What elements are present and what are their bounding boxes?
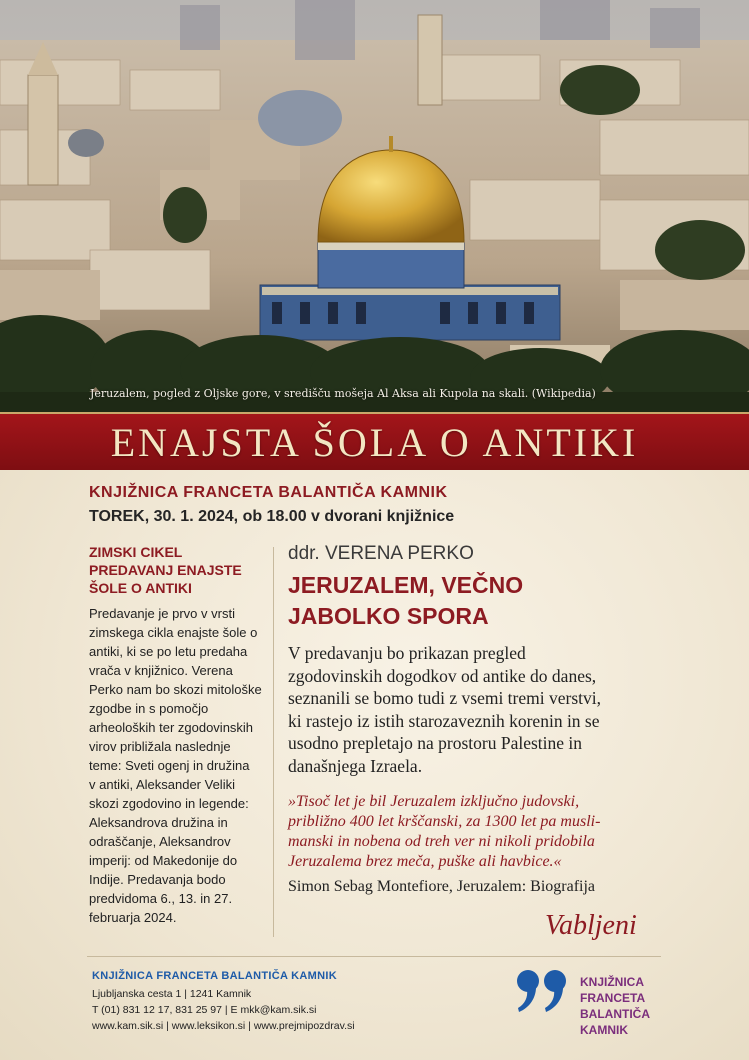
sidebar-line: zimskega cikla enajste šole o [89,625,258,640]
quote-line: Jeruzalema brez meča, puške ali havbice.« [288,853,562,870]
footer-address: Ljubljanska cesta 1 | 1241 Kamnik [92,988,252,1000]
quote-line: približno 400 let krščanski, za 1300 let pa musli- [288,813,601,830]
logo-line: FRANCETA [580,991,646,1005]
description-line: usodno prepletajo na prostoru Palestine in [288,733,583,753]
description-line: ki rastejo iz istih starozaveznih korenin in se [288,710,600,731]
jerusalem-photo [0,0,749,412]
sidebar-line: vrača v knjižnico. Verena [89,663,233,678]
sidebar-line: zgodbe in s pomočjo [89,701,209,716]
speaker-name: ddr. VERENA PERKO [288,543,474,564]
description-line: seznanili se bomo tudi z vsemi tremi verstvi, [288,688,601,708]
sidebar-line: antiki, ki se po letu predaha [89,644,248,659]
footer-contact: T (01) 831 12 17, 831 25 97 | E mkk@kam.sik.si [92,1004,317,1016]
sidebar-line: teme: Sveti ogenj in družina [89,758,250,773]
quote-line: »Tisoč let je bil Jeruzalem izključno judovski, [288,793,580,810]
quote-line: manski in nobena od treh ver ni nikoli pridobila [288,833,595,850]
sidebar-heading [89,543,269,597]
sidebar-heading-line: ŠOLE O ANTIKI [89,580,192,596]
logo-line: BALANTIČA [580,1007,650,1021]
library-name: KNJIŽNICA FRANCETA BALANTIČA KAMNIK [89,484,448,501]
sidebar-line: virov približala naslednje [89,739,231,754]
lecture-description [288,642,668,777]
photo-caption: Jeruzalem, pogled z Oljske gore, v središču mošeja Al Aksa ali Kupola na skali. (Wikipedia) [90,387,596,400]
logo-line: KNJIŽNICA [580,975,645,989]
event-date-line: TOREK, 30. 1. 2024, ob 18.00 v dvorani knjižnice [89,508,455,525]
sidebar-line: v antiki, Aleksander Veliki [89,777,235,792]
sidebar-line: februarja 2024. [89,910,177,925]
description-line: zgodovinskih dogodkov od antike do danes, [288,665,597,686]
description-line: današnjega Izraela. [288,755,423,776]
column-divider [273,547,274,937]
banner-title: ENAJSTA ŠOLA O ANTIKI [110,419,639,465]
sidebar-line: Perko nam bo skozi mitološke [89,682,262,697]
lecture-title [288,570,523,632]
sidebar-line: Predavanje je prvo v vrsti [89,606,235,621]
footer-rule [87,956,661,957]
sidebar-heading-line: PREDAVANJ ENAJSTE [89,562,242,578]
sidebar-line: skozi zgodovino in legende: [89,796,249,811]
footer-websites[interactable]: www.kam.sik.si | www.leksikon.si | www.prejmipozdrav.si [92,1020,355,1032]
library-logo-icon [515,966,573,1016]
sidebar-line: arheoloških ter zgodovinskih [89,720,254,735]
lecture-title-line: JERUZALEM, VEČNO [288,572,524,598]
sidebar-line: odraščanje, Aleksandrov [89,834,231,849]
logo-line: KAMNIK [580,1023,628,1037]
footer-library-name: KNJIŽNICA FRANCETA BALANTIČA KAMNIK [92,970,337,982]
sidebar-line: Indije. Predavanja bodo [89,872,226,887]
title-banner [0,412,749,472]
quote [288,792,668,872]
sidebar-line: predvidoma 6., 13. in 27. [89,891,233,906]
sidebar-line: imperij: od Makedonije do [89,853,238,868]
quote-source: Simon Sebag Montefiore, Jeruzalem: Biografija [288,878,596,895]
sidebar-heading-line: ZIMSKI CIKEL [89,544,183,560]
sidebar-text [89,604,266,927]
description-line: V predavanju bo prikazan pregled [288,643,526,663]
library-logo-text [580,974,650,1038]
invitation: Vabljeni [545,910,637,941]
lecture-title-line: JABOLKO SPORA [288,603,489,629]
sidebar-line: Aleksandrova družina in [89,815,228,830]
